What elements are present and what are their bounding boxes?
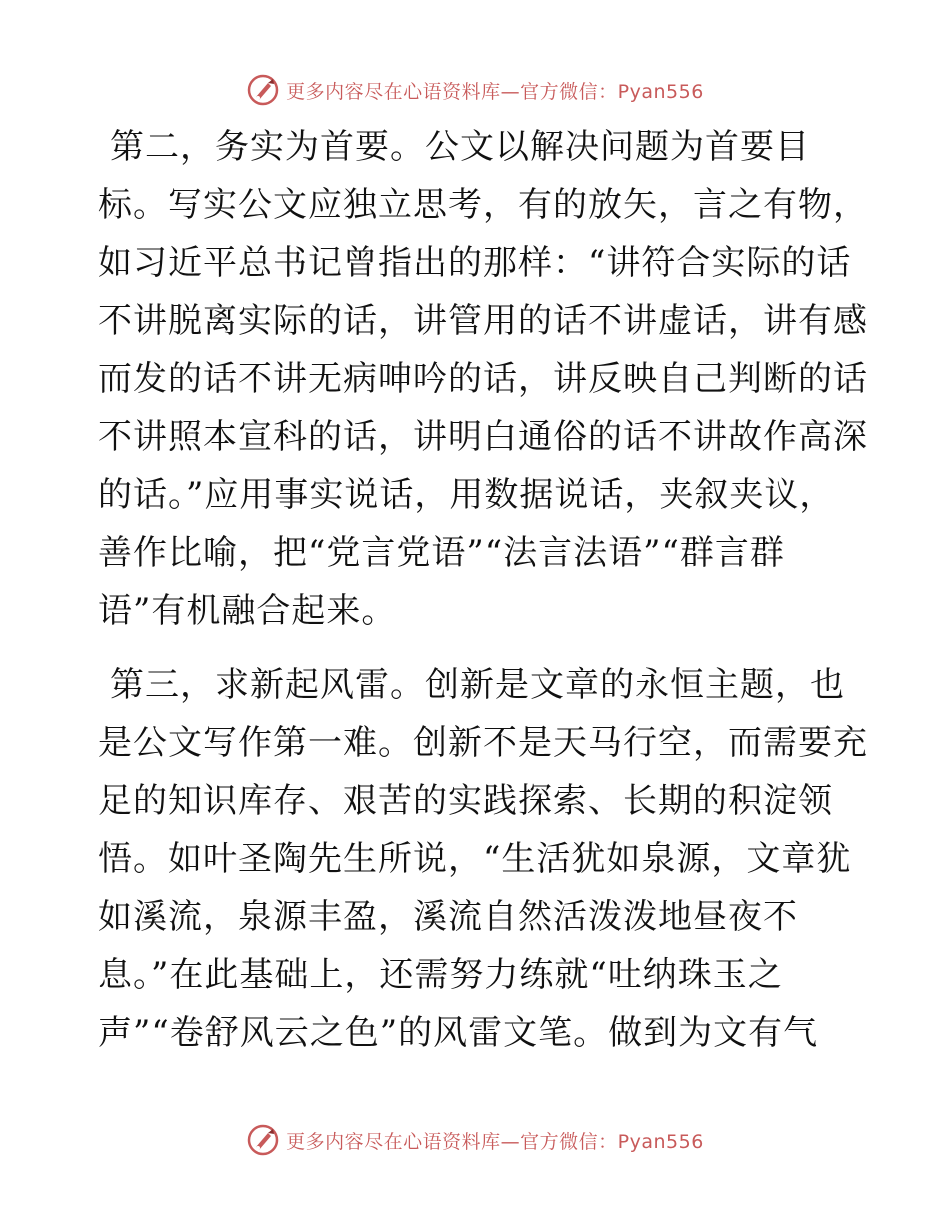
text-line: 息。”在此基础上，还需努力练就“吐纳珠玉之: [98, 955, 783, 995]
text-line: 而发的话不讲无病呻吟的话，讲反映自己判断的话: [98, 359, 868, 399]
text-line: 如溪流，泉源丰盈，溪流自然活泼泼地昼夜不: [98, 897, 798, 937]
document-body: [98, 118, 868, 1062]
text-line: 如习近平总书记曾指出的那样：“讲符合实际的话: [98, 243, 852, 283]
text-line: 第三，求新起风雷。创新是文章的永恒主题，也: [110, 665, 845, 705]
text-line: 语”有机融合起来。: [98, 591, 397, 631]
text-line: 不讲照本宣科的话，讲明白通俗的话不讲故作高深: [98, 417, 868, 457]
text-line: 标。写实公文应独立思考，有的放矢，言之有物，: [98, 185, 868, 225]
text-line: 足的知识库存、艰苦的实践探索、长期的积淀领: [98, 781, 833, 821]
paragraph-innovation: [98, 656, 868, 1062]
footer-banner-text: 更多内容尽在心语资料库—官方微信：Pyan556: [286, 1130, 704, 1153]
text-line: 善作比喻，把“党言党语”“法言法语”“群言群: [98, 533, 785, 573]
text-line: 是公文写作第一难。创新不是天马行空，而需要充: [98, 723, 868, 763]
text-line: 悟。如叶圣陶先生所说，“生活犹如泉源，文章犹: [98, 839, 852, 879]
pen-nib-logo-icon: [246, 1123, 280, 1157]
paragraph-pragmatism: [98, 118, 868, 640]
header-banner: [0, 70, 950, 110]
pen-nib-logo-icon: [246, 73, 280, 107]
header-banner-text: 更多内容尽在心语资料库—官方微信：Pyan556: [286, 80, 704, 103]
text-line: 的话。”应用事实说话，用数据说话，夹叙夹议，: [98, 475, 835, 515]
text-line: 不讲脱离实际的话，讲管用的话不讲虚话，讲有感: [98, 301, 868, 341]
text-line: 声”“卷舒风云之色”的风雷文笔。做到为文有气: [98, 1013, 819, 1053]
footer-banner: [0, 1120, 950, 1160]
text-line: 第二，务实为首要。公文以解决问题为首要目: [110, 127, 810, 167]
